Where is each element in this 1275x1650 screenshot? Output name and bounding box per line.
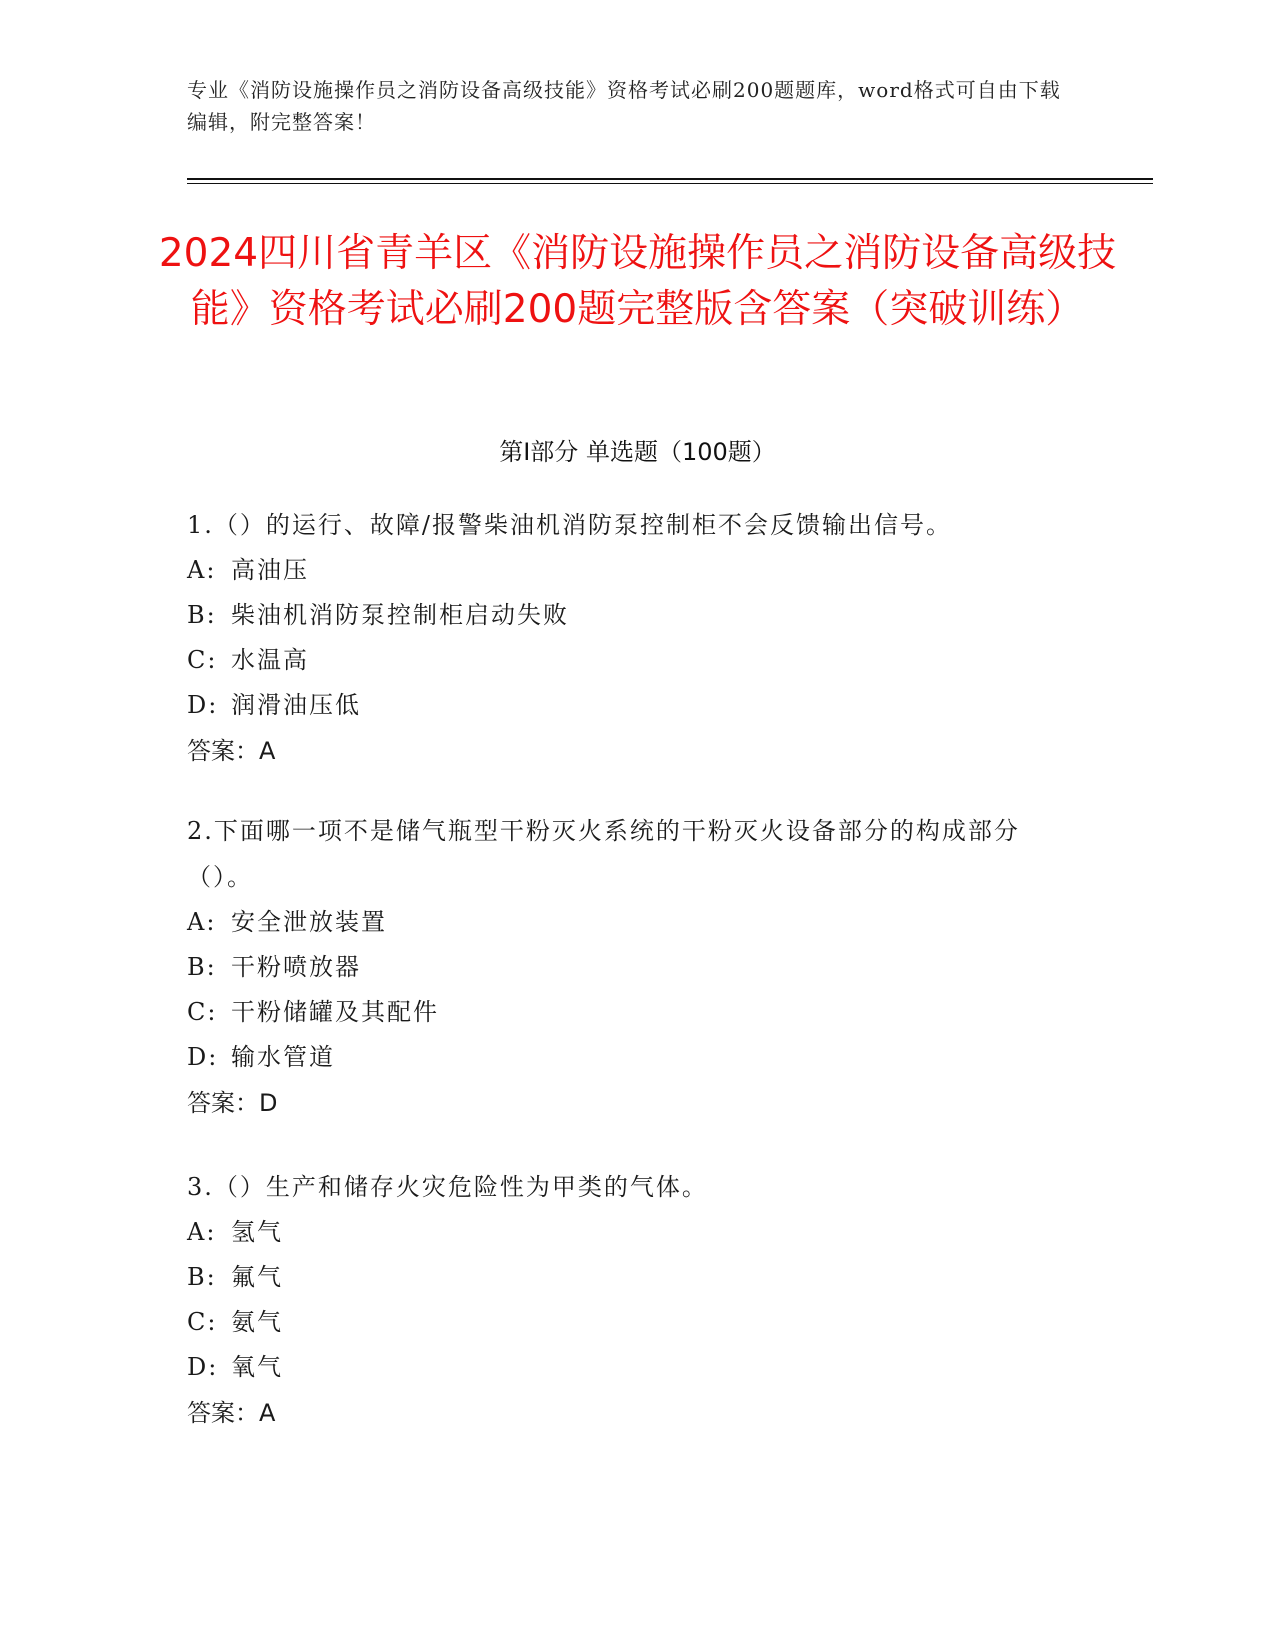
question-stem: 3.（）生产和储存火灾危险性为甲类的气体。 (187, 1173, 708, 1201)
header-note: 专业《消防设施操作员之消防设备高级技能》资格考试必刷200题题库，word格式可自由下载编辑，附完整答案！ (187, 78, 1061, 134)
option-text: 氧气 (231, 1353, 283, 1381)
option-letter: B: (187, 601, 217, 629)
option-text: 氢气 (231, 1218, 283, 1246)
option-d (187, 683, 1067, 728)
option-b (187, 593, 1067, 638)
option-text: 安全泄放装置 (231, 908, 387, 936)
header-rule-thin (187, 183, 1153, 184)
option-c (187, 1300, 1067, 1345)
option-text: 水温高 (231, 646, 309, 674)
option-letter: B: (187, 953, 217, 981)
option-letter: A: (187, 908, 217, 936)
option-text: 氟气 (231, 1263, 283, 1291)
section-title: 第I部分 单选题（100题） (499, 438, 776, 466)
option-d (187, 1035, 1067, 1080)
header-rule-thick (187, 178, 1153, 180)
answer: 答案：A (187, 1399, 276, 1427)
question-stem: 2.下面哪一项不是储气瓶型干粉灭火系统的干粉灭火设备部分的构成部分（）。 (187, 817, 1020, 891)
option-letter: C: (187, 1308, 218, 1336)
option-text: 干粉喷放器 (231, 953, 361, 981)
option-text: 高油压 (231, 556, 309, 584)
option-letter: D: (187, 1043, 219, 1071)
option-c (187, 990, 1067, 1035)
option-a (187, 900, 1067, 945)
option-text: 氨气 (231, 1308, 283, 1336)
option-b (187, 945, 1067, 990)
document-title: 2024四川省青羊区《消防设施操作员之消防设备高级技能》资格考试必刷200题完整版含答案（突破训练） (158, 231, 1117, 332)
option-c (187, 638, 1067, 683)
option-letter: A: (187, 556, 217, 584)
option-letter: A: (187, 1218, 217, 1246)
option-text: 柴油机消防泵控制柜启动失败 (231, 601, 569, 629)
option-text: 输水管道 (231, 1043, 335, 1071)
answer: 答案：A (187, 737, 276, 765)
option-letter: D: (187, 691, 219, 719)
option-letter: D: (187, 1353, 219, 1381)
option-text: 干粉储罐及其配件 (231, 998, 439, 1026)
question-2 (187, 808, 1067, 1126)
question-3 (187, 1164, 1067, 1436)
option-a (187, 548, 1067, 593)
option-b (187, 1255, 1067, 1300)
option-letter: C: (187, 998, 218, 1026)
option-d (187, 1345, 1067, 1390)
answer: 答案：D (187, 1089, 278, 1117)
option-letter: C: (187, 646, 218, 674)
question-1 (187, 502, 1067, 774)
question-stem: 1.（）的运行、故障/报警柴油机消防泵控制柜不会反馈输出信号。 (187, 511, 952, 539)
option-letter: B: (187, 1263, 217, 1291)
option-a (187, 1210, 1067, 1255)
option-text: 润滑油压低 (231, 691, 361, 719)
